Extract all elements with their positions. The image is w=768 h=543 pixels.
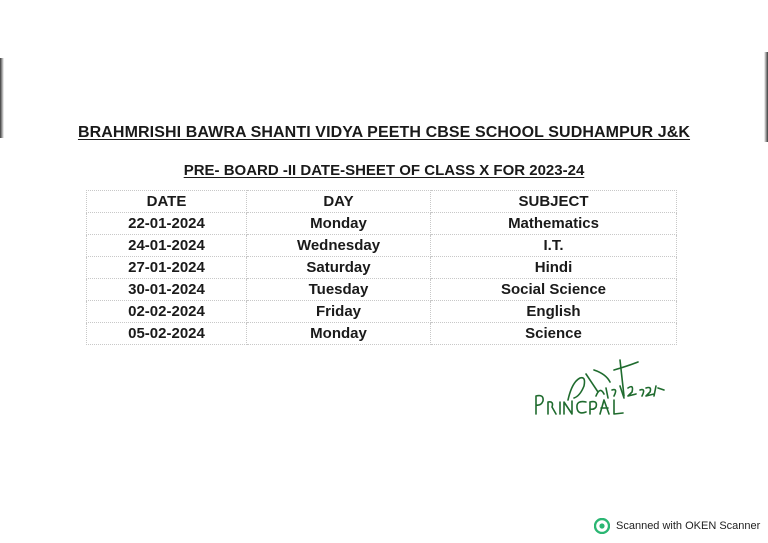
cell-day: Tuesday bbox=[247, 279, 431, 301]
cell-subject: Science bbox=[431, 323, 677, 345]
cell-day: Monday bbox=[247, 213, 431, 235]
cell-subject: Mathematics bbox=[431, 213, 677, 235]
signature-ink bbox=[536, 360, 664, 414]
column-header-day: DAY bbox=[247, 191, 431, 213]
table-row bbox=[87, 279, 677, 301]
cell-subject: I.T. bbox=[431, 235, 677, 257]
table-row bbox=[87, 323, 677, 345]
date-sheet-table bbox=[86, 190, 677, 345]
table-row bbox=[87, 301, 677, 323]
cell-day: Saturday bbox=[247, 257, 431, 279]
oken-scanner-icon bbox=[594, 518, 610, 534]
principal-signature bbox=[528, 352, 678, 427]
date-sheet-title-text: PRE- BOARD -II DATE-SHEET OF CLASS X FOR 2023-24 bbox=[183, 162, 585, 179]
cell-day: Friday bbox=[247, 301, 431, 323]
table-row bbox=[87, 257, 677, 279]
cell-day: Wednesday bbox=[247, 235, 431, 257]
table-row bbox=[87, 213, 677, 235]
cell-subject: Hindi bbox=[431, 257, 677, 279]
cell-date: 30-01-2024 bbox=[87, 279, 247, 301]
table-row bbox=[87, 235, 677, 257]
column-header-date: DATE bbox=[87, 191, 247, 213]
cell-date: 27-01-2024 bbox=[87, 257, 247, 279]
cell-date: 05-02-2024 bbox=[87, 323, 247, 345]
cell-date: 02-02-2024 bbox=[87, 301, 247, 323]
scanner-watermark bbox=[594, 518, 760, 534]
cell-date: 22-01-2024 bbox=[87, 213, 247, 235]
table-header-row bbox=[87, 191, 677, 213]
school-name-heading bbox=[0, 124, 768, 142]
cell-subject: Social Science bbox=[431, 279, 677, 301]
cell-date: 24-01-2024 bbox=[87, 235, 247, 257]
cell-subject: English bbox=[431, 301, 677, 323]
column-header-subject: SUBJECT bbox=[431, 191, 677, 213]
cell-day: Monday bbox=[247, 323, 431, 345]
scanner-watermark-label: Scanned with OKEN Scanner bbox=[616, 520, 761, 532]
date-sheet-title bbox=[0, 162, 768, 179]
school-name-text: BRAHMRISHI BAWRA SHANTI VIDYA PEETH CBSE SCHOOL SUDHAMPUR J&K bbox=[77, 124, 691, 141]
